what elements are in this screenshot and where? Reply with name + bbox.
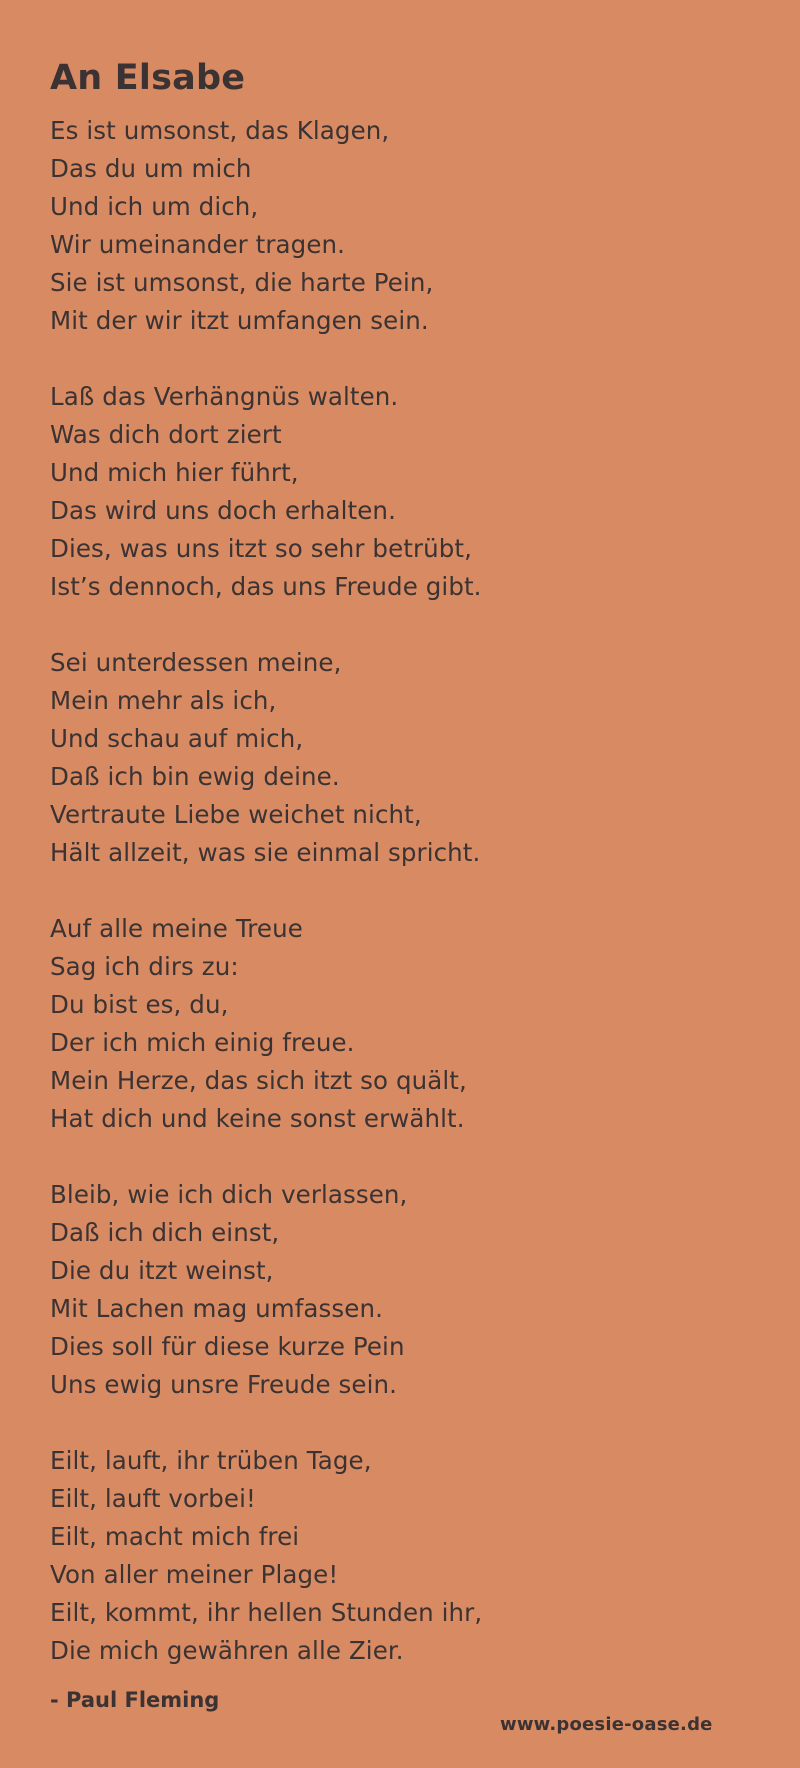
poem-line: Hält allzeit, was sie einmal spricht. [50,838,481,867]
poem-title: An Elsabe [50,58,246,98]
poem-line: Dies soll für diese kurze Pein [50,1332,405,1361]
poem-line: Daß ich dich einst, [50,1218,280,1247]
poem-line: Vertraute Liebe weichet nicht, [50,800,422,829]
poem-line: Sei unterdessen meine, [50,648,342,677]
poem-line: Wir umeinander tragen. [50,230,346,259]
poem-line: Eilt, kommt, ihr hellen Stunden ihr, [50,1598,483,1627]
poem-line: Von aller meiner Plage! [50,1560,339,1589]
poem-line: Das du um mich [50,154,252,183]
poem-line: Mit der wir itzt umfangen sein. [50,306,429,335]
stanza-1 [50,112,750,340]
poem-line: Die du itzt weinst, [50,1256,274,1285]
stanza-3 [50,644,750,872]
poem-line: Sie ist umsonst, die harte Pein, [50,268,434,297]
stanza-6 [50,1442,750,1670]
website-watermark: www.poesie-oase.de [500,1714,713,1735]
poem-container [50,48,750,1708]
poem-line: Ist’s dennoch, das uns Freude gibt. [50,572,482,601]
poem-line: Mit Lachen mag umfassen. [50,1294,383,1323]
poem-line: Was dich dort ziert [50,420,282,449]
poem-line: Und schau auf mich, [50,724,304,753]
poem-line: Und ich um dich, [50,192,259,221]
stanza-5 [50,1176,750,1404]
poem-line: Der ich mich einig freue. [50,1028,355,1057]
poem-line: Dies, was uns itzt so sehr betrübt, [50,534,473,563]
poem-line: Du bist es, du, [50,990,229,1019]
poem-line: Bleib, wie ich dich verlassen, [50,1180,408,1209]
poem-line: Eilt, lauft vorbei! [50,1484,256,1513]
poem-line: Sag ich dirs zu: [50,952,239,981]
poem-line: Uns ewig unsre Freude sein. [50,1370,398,1399]
poem-line: Es ist umsonst, das Klagen, [50,116,390,145]
poem-line: Und mich hier führt, [50,458,299,487]
poem-line: Hat dich und keine sonst erwählt. [50,1104,465,1133]
poem-line: Das wird uns doch erhalten. [50,496,396,525]
stanza-4 [50,910,750,1138]
poem-line: Eilt, lauft, ihr trüben Tage, [50,1446,372,1475]
poem-line: Daß ich bin ewig deine. [50,762,340,791]
stanza-2 [50,378,750,606]
poem-line: Laß das Verhängnüs walten. [50,382,399,411]
poem-line: Die mich gewähren alle Zier. [50,1636,404,1665]
poem-line: Auf alle meine Treue [50,914,303,943]
poem-line: Mein mehr als ich, [50,686,277,715]
poem-line: Mein Herze, das sich itzt so quält, [50,1066,467,1095]
poem-author: - Paul Fleming [50,1688,220,1712]
poem-line: Eilt, macht mich frei [50,1522,300,1551]
